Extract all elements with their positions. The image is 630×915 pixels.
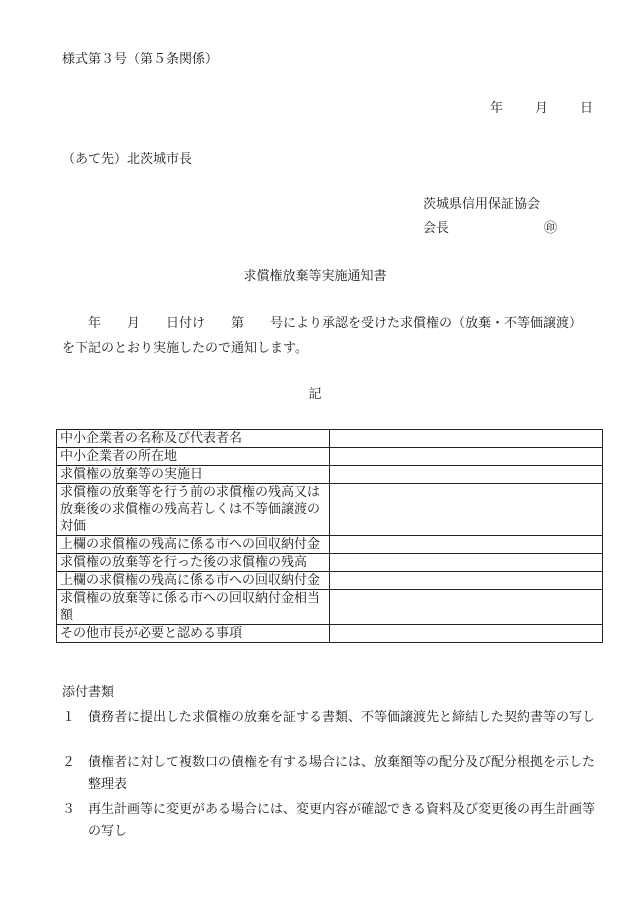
attachment-text: 再生計画等に変更がある場合には、変更内容が確認できる資料及び変更後の再生計画等の写し <box>88 802 596 839</box>
date-line <box>490 100 593 118</box>
row-value-field[interactable] <box>330 466 603 484</box>
row-value-field[interactable] <box>330 430 603 448</box>
date-month: 月 <box>535 101 549 116</box>
row-label: 求償権の放棄等に係る市への回収納付金相当額 <box>57 590 330 625</box>
row-value-field[interactable] <box>330 625 603 643</box>
attachment-number: ３ <box>62 802 76 817</box>
seal-mark: ㊞ <box>544 221 558 236</box>
issuer-organization: 茨城県信用保証協会 <box>423 197 541 212</box>
row-value-field[interactable] <box>330 590 603 625</box>
row-label: その他市長が必要と認める事項 <box>57 625 330 643</box>
row-label: 求償権の放棄等を行った後の求償権の残高 <box>57 554 330 572</box>
addressee: （あて先）北茨城市長 <box>62 152 193 167</box>
attachment-item <box>62 752 607 796</box>
date-day: 日 <box>580 101 594 116</box>
document-title: 求償権放棄等実施通知書 <box>243 269 387 284</box>
table-row <box>57 625 603 643</box>
date-year: 年 <box>490 101 504 116</box>
row-label: 中小企業者の名称及び代表者名 <box>57 430 330 448</box>
attachments-heading: 添付書類 <box>62 685 115 700</box>
table-row <box>57 536 603 554</box>
table-row <box>57 466 603 484</box>
row-label: 求償権の放棄等の実施日 <box>57 466 330 484</box>
table-row <box>57 572 603 590</box>
table-row <box>57 484 603 536</box>
issuer-title: 会長 <box>423 221 450 236</box>
ki-heading: 記 <box>308 387 322 402</box>
attachment-text: 債務者に提出した求償権の放棄を証する書類、不等価譲渡先と締結した契約書等の写し <box>88 710 596 725</box>
row-label: 上欄の求償権の残高に係る市への回収納付金 <box>57 572 330 590</box>
row-value-field[interactable] <box>330 484 603 536</box>
items-table <box>56 429 603 643</box>
form-number: 様式第３号（第５条関係） <box>62 52 219 67</box>
row-label: 求償権の放棄等を行う前の求償権の残高又は放棄後の求償権の残高若しくは不等価譲渡の対価 <box>57 484 330 536</box>
row-value-field[interactable] <box>330 448 603 466</box>
table-row <box>57 448 603 466</box>
table-row <box>57 554 603 572</box>
table-row <box>57 430 603 448</box>
row-label: 上欄の求償権の残高に係る市への回収納付金 <box>57 536 330 554</box>
attachment-text: 債権者に対して複数口の債権を有する場合には、放棄額等の配分及び配分根拠を示した整理表 <box>88 755 596 792</box>
row-value-field[interactable] <box>330 536 603 554</box>
attachment-item <box>62 799 607 843</box>
body-text-line-1: 年 月 日付け 第 号により承認を受けた求償権の（放棄・不等価譲渡） <box>88 316 583 331</box>
attachment-number: １ <box>62 710 76 725</box>
attachment-number: ２ <box>62 755 76 770</box>
attachment-item <box>62 707 607 729</box>
row-label: 中小企業者の所在地 <box>57 448 330 466</box>
body-text-line-2: を下記のとおり実施したので通知します。 <box>62 341 308 356</box>
row-value-field[interactable] <box>330 554 603 572</box>
row-value-field[interactable] <box>330 572 603 590</box>
table-row <box>57 590 603 625</box>
